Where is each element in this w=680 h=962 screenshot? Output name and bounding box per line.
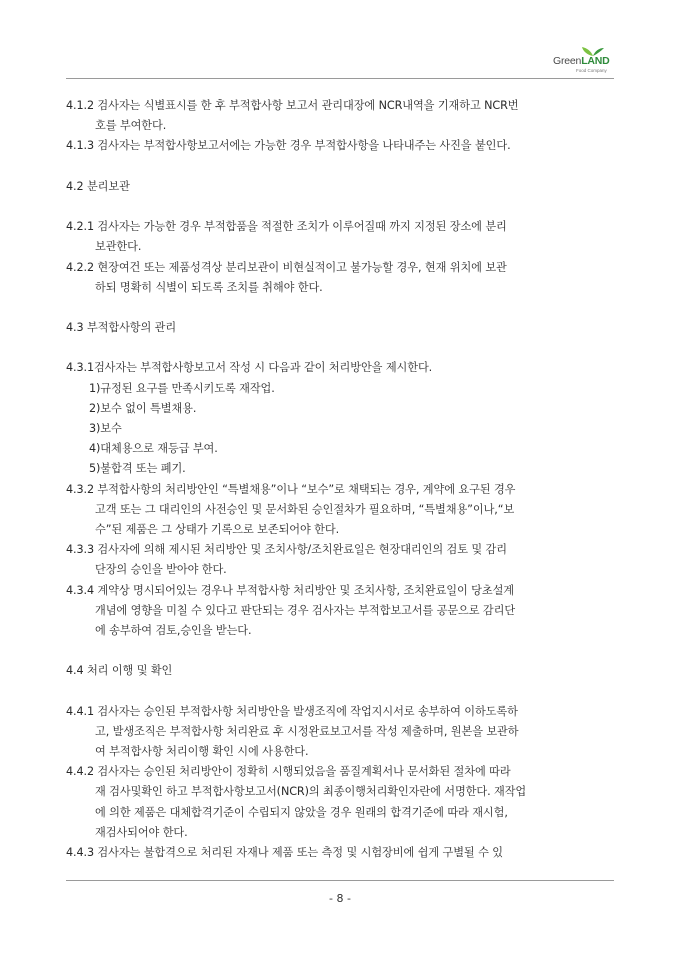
section-heading: 4.2 분리보관	[66, 179, 130, 193]
text-line: 고객 또는 그 대리인의 사전승인 및 문서화된 승인절차가 필요하며, “특별채용”이나,“보	[95, 502, 515, 516]
text-line: 호를 부여한다.	[95, 119, 167, 133]
text-line: 하되 명확히 식별이 되도록 조치를 취해야 한다.	[95, 280, 323, 294]
logo-wordmark	[553, 55, 610, 67]
text-line: 4.1.2 검사자는 식별표시를 한 후 부적합사항 보고서 관리대장에 NCR내역을 기재하고 NCR번	[66, 99, 519, 112]
text-line: 4.2.1 검사자는 가능한 경우 부적합품을 적절한 조치가 이루어질때 까지 지정된 장소에 분리	[66, 220, 507, 234]
footer-divider	[66, 880, 614, 881]
blank-line	[66, 197, 618, 217]
list-item: 2)보수 없이 특별채용.	[89, 401, 197, 415]
logo-subtitle: Food Company	[576, 68, 607, 73]
blank-line	[66, 157, 618, 177]
page-number: - 8 -	[329, 892, 351, 905]
text-line: 고, 발생조직은 부적합사항 처리완료 후 시정완료보고서를 작성 제출하며, 원본을 보관하	[95, 724, 519, 738]
text-line: 단장의 승인을 받아야 한다.	[95, 563, 227, 577]
text-line: 4.2.2 현장여건 또는 제품성격상 분리보관이 비현실적이고 불가능할 경우, 현재 위치에 보관	[66, 260, 507, 274]
text-line: 에 의한 제품은 대체합격기준이 수립되지 않았을 경우 원래의 합격기준에 따라 재시험,	[95, 805, 508, 819]
blank-line	[66, 298, 618, 318]
text-line: 재검사되어야 한다.	[95, 825, 188, 839]
logo-text-land: LAND	[581, 55, 610, 67]
text-line: 4.3.1검사자는 부적합사항보고서 작성 시 다음과 같이 처리방안을 제시한다.	[66, 361, 433, 375]
text-line: 4.4.2 검사자는 승인된 처리방안이 정확히 시행되었음을 품질계획서나 문서화된 절차에 따라	[66, 765, 511, 779]
company-logo	[553, 46, 617, 76]
text-line: 4.4.1 검사자는 승인된 부적합사항 처리방안을 발생조직에 작업지시서로 송부하여 이하도록하	[66, 704, 518, 718]
text-line: 4.3.4 계약상 명시되어있는 경우나 부적합사항 처리방안 및 조치사항, 조치완료일이 당초설계	[66, 583, 514, 597]
text-line: 4.1.3 검사자는 부적합사항보고서에는 가능한 경우 부적합사항을 나타내주는 사진을 붙인다.	[66, 139, 511, 153]
section-heading: 4.3 부적합사항의 관리	[66, 321, 177, 335]
list-item: 5)불합격 또는 폐기.	[89, 462, 186, 476]
text-line: 수”된 제품은 그 상태가 기록으로 보존되어야 한다.	[95, 522, 340, 536]
text-line: 4.4.3 검사자는 불합격으로 처리된 자재나 제품 또는 측정 및 시험장비에 쉽게 구별될 수 있	[66, 845, 503, 859]
text-line: 에 송부하여 검토,승인을 받는다.	[95, 623, 252, 637]
blank-line	[66, 338, 618, 358]
text-line: 여 부적합사항 처리이행 확인 시에 사용한다.	[95, 745, 309, 758]
blank-line	[66, 681, 618, 701]
logo-text-green: Green	[553, 55, 582, 67]
text-line: 4.3.3 검사자에 의해 제시된 처리방안 및 조치사항/조치완료일은 현장대리인의 검토 및 감리	[66, 543, 507, 557]
list-item: 1)규정된 요구를 만족시키도록 재작업.	[89, 381, 275, 395]
text-line: 재 검사및확인 하고 부적합사항보고서(NCR)의 최종이행처리확인자란에 서명한다. 재작업	[95, 785, 527, 799]
text-line: 4.3.2 부적합사항의 처리방안인 “특별채용”이나 “보수”로 채택되는 경우, 계약에 요구된 경우	[66, 482, 516, 496]
text-line: 개념에 영향을 미칠 수 있다고 판단되는 경우 검사자는 부적합보고서를 공문으로 감리단	[95, 603, 516, 617]
document-body	[66, 96, 618, 863]
list-item: 3)보수	[89, 422, 122, 435]
list-item: 4)대체용으로 재등급 부여.	[89, 442, 218, 456]
section-heading: 4.4 처리 이행 및 확인	[66, 664, 173, 678]
header-divider	[66, 78, 614, 79]
text-line: 보관한다.	[95, 240, 142, 254]
blank-line	[66, 641, 618, 661]
